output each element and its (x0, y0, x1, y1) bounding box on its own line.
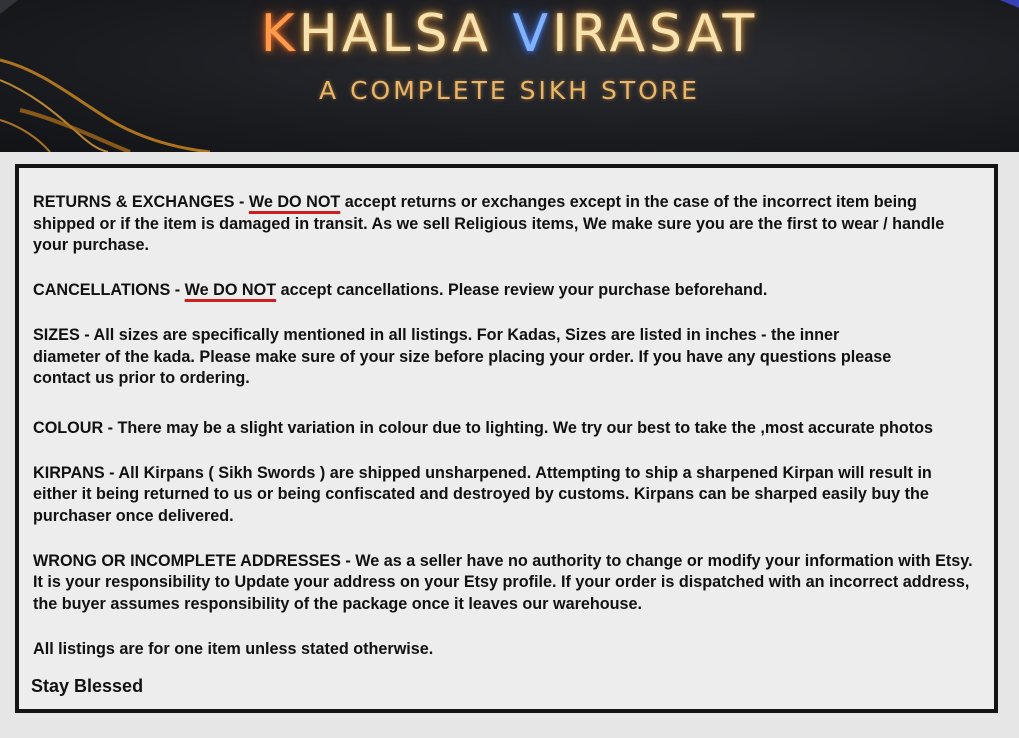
returns-policy (33, 192, 980, 257)
kirpans-policy: KIRPANS - All Kirpans ( Sikh Swords ) are shipped unsharpened. Attempting to ship a sharpened Kirpan will result in either it being returned to us or being confiscated and destroyed by customs. Kirpans can be sharped easily buy the purchaser once delivered. (33, 463, 932, 525)
returns-emphasis: We DO NOT (248, 193, 341, 211)
brand-title (0, 4, 1019, 64)
cancellations-body: accept cancellations. Please review your purchase beforehand. (276, 281, 768, 299)
listings-note: All listings are for one item unless stated otherwise. (33, 639, 434, 658)
brand-text-irasat: IRASAT (552, 4, 759, 64)
brand-letter-k: K (260, 4, 299, 64)
addresses-policy: WRONG OR INCOMPLETE ADDRESSES - We as a seller have no authority to change or modify your information with Etsy. It is your responsibility to Update your address on your Etsy profile. If your order is dispatched with an incorrect address, the buyer assumes responsibility of the package once it leaves our warehouse. (33, 551, 973, 613)
sign-off: Stay Blessed (31, 676, 144, 696)
store-banner (0, 0, 1019, 152)
cancellations-policy (33, 280, 980, 302)
returns-body: accept returns or exchanges except in the case of the incorrect item being shipped or if the item is damaged in transit. As we sell Religious items, We make sure you are the first to wear / handle your purchase. (33, 193, 945, 254)
sizes-policy: SIZES - All sizes are specifically mentioned in all listings. For Kadas, Sizes are listed in inches - the inner diameter of the kada. Please make sure of your size before placing your order. If you have any questions please contact us prior to ordering. (33, 326, 892, 387)
brand-letter-v: V (512, 4, 553, 64)
colour-policy: COLOUR - There may be a slight variation in colour due to lighting. We try our best to take the ,most accurate photos (33, 418, 934, 437)
brand-text-halsa: HALSA (298, 4, 513, 64)
cancellations-emphasis: We DO NOT (184, 281, 277, 299)
store-policy-box (15, 164, 998, 713)
returns-heading: RETURNS & EXCHANGES - (33, 193, 249, 211)
cancellations-heading: CANCELLATIONS - (33, 281, 185, 299)
brand-tagline: A COMPLETE SIKH STORE (319, 76, 700, 105)
